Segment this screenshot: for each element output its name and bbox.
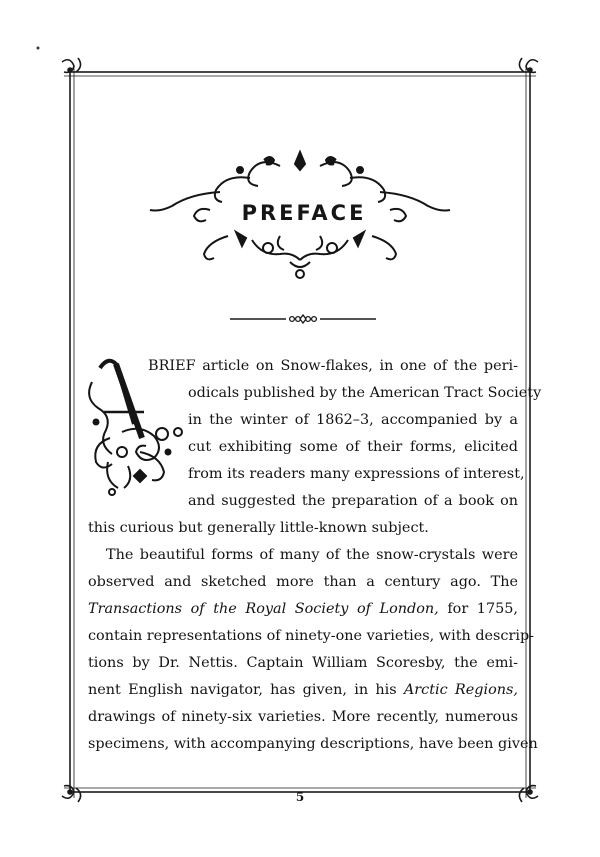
text-line: and suggested the preparation of a book on <box>188 493 518 509</box>
text-line: The beautiful forms of many of the snow-crystals were <box>106 547 518 563</box>
text-line: contain representations of ninety-one varieties, with descrip- <box>88 628 535 644</box>
text-line: cut exhibiting some of their forms, elicited <box>188 439 518 455</box>
text-line: drawings of ninety-six varieties. More recently, numerous <box>88 709 518 725</box>
text-line <box>88 599 518 619</box>
text-line: tions by Dr. Nettis. Captain William Scoresby, the emi- <box>88 655 518 671</box>
text-line: this curious but generally little-known subject. <box>88 520 429 536</box>
text-line: from its readers many expressions of interest, <box>188 466 525 482</box>
page-title: PREFACE <box>241 201 367 225</box>
text-line: BRIEF article on Snow-flakes, in one of the peri- <box>148 358 518 374</box>
text-line <box>88 680 518 700</box>
section-divider-icon <box>228 312 378 326</box>
text-line: observed and sketched more than a century ago. The <box>88 574 518 590</box>
text-span: nent English navigator, has given, in his <box>88 682 404 698</box>
page-number: 5 <box>295 790 305 804</box>
italic-title: Transactions of the Royal Society of London, <box>88 601 439 617</box>
italic-title: Arctic Regions, <box>403 682 518 698</box>
text-line: odicals published by the American Tract Society <box>188 385 542 401</box>
text-span: for 1755, <box>438 601 518 617</box>
text-line: in the winter of 1862–3, accompanied by a <box>188 412 518 428</box>
text-line: specimens, with accompanying descriptions, have been given <box>88 736 538 752</box>
